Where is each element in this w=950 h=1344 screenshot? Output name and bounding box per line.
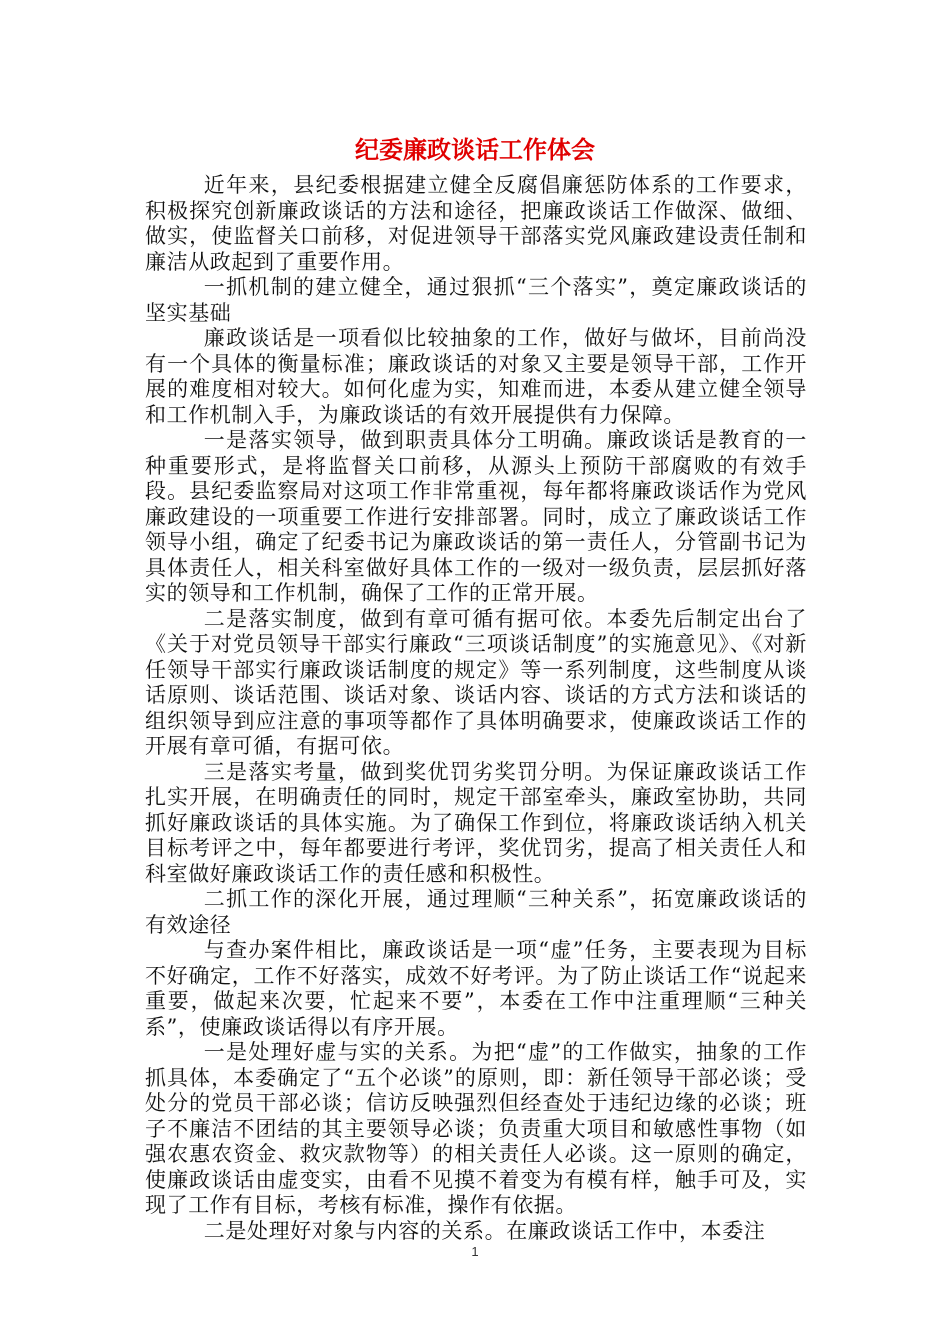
page-number: 1 <box>471 1244 479 1259</box>
paragraph: 二抓工作的深化开展，通过理顺“三种关系”，拓宽廉政谈话的有效途径 <box>145 887 807 937</box>
document-title: 纪委廉政谈话工作体会 <box>355 136 595 164</box>
paragraph: 廉政谈话是一项看似比较抽象的工作，做好与做坏，目前尚没有一个具体的衡量标准；廉政谈话的对象又主要是领导干部，工作开展的难度相对较大。如何化虚为实，知难而进，本委从建立健全领导和工作机制入手，为廉政谈话的有效开展提供有力保障。 <box>145 326 807 427</box>
paragraph: 一抓机制的建立健全，通过狠抓“三个落实”，奠定廉政谈话的坚实基础 <box>145 275 807 325</box>
paragraph: 一是落实领导，做到职责具体分工明确。廉政谈话是教育的一种重要形式，是将监督关口前移，从源头上预防干部腐败的有效手段。县纪委监察局对这项工作非常重视，每年都将廉政谈话作为党风廉政建设的一项重要工作进行安排部署。同时，成立了廉政谈话工作领导小组，确定了纪委书记为廉政谈话的第一责任人，分管副书记为具体责任人，相关科室做好具体工作的一级对一级负责，层层抓好落实的领导和工作机制，确保了工作的正常开展。 <box>145 428 807 605</box>
paragraph: 近年来，县纪委根据建立健全反腐倡廉惩防体系的工作要求，积极探究创新廉政谈话的方法和途径，把廉政谈话工作做深、做细、做实，使监督关口前移，对促进领导干部落实党风廉政建设责任制和廉洁从政起到了重要作用。 <box>145 173 807 274</box>
paragraph: 二是处理好对象与内容的关系。在廉政谈话工作中，本委注 <box>203 1218 766 1243</box>
paragraph: 一是处理好虚与实的关系。为把“虚”的工作做实，抽象的工作抓具体，本委确定了“五个必谈”的原则，即：新任领导干部必谈；受处分的党员干部必谈；信访反映强烈但经查处于违纪边缘的必谈；班子不廉洁不团结的其主要领导必谈；负责重大项目和敏感性事物（如强农惠农资金、救灾款物等）的相关责任人必谈。这一原则的确定，使廉政谈话由虚变实，由看不见摸不着变为有模有样，触手可及，实现了工作有目标，考核有标准，操作有依据。 <box>145 1040 807 1217</box>
paragraph: 二是落实制度，做到有章可循有据可依。本委先后制定出台了《关于对党员领导干部实行廉政“三项谈话制度”的实施意见》、《对新任领导干部实行廉政谈话制度的规定》等一系列制度，这些制度从谈话原则、谈话范围、谈话对象、谈话内容、谈话的方式方法和谈话的组织领导到应注意的事项等都作了具体明确要求，使廉政谈话工作的开展有章可循，有据可依。 <box>145 606 807 758</box>
document-body <box>145 173 807 1244</box>
paragraph: 三是落实考量，做到奖优罚劣奖罚分明。为保证廉政谈话工作扎实开展，在明确责任的同时，规定干部室牵头，廉政室协助，共同抓好廉政谈话的具体实施。为了确保工作到位，将廉政谈话纳入机关目标考评之中，每年都要进行考评，奖优罚劣，提高了相关责任人和科室做好廉政谈话工作的责任感和积极性。 <box>145 759 807 886</box>
paragraph: 与查办案件相比，廉政谈话是一项“虚”任务，主要表现为目标不好确定，工作不好落实，成效不好考评。为了防止谈话工作“说起来重要，做起来次要，忙起来不要”，本委在工作中注重理顺“三种关系”，使廉政谈话得以有序开展。 <box>145 938 807 1039</box>
